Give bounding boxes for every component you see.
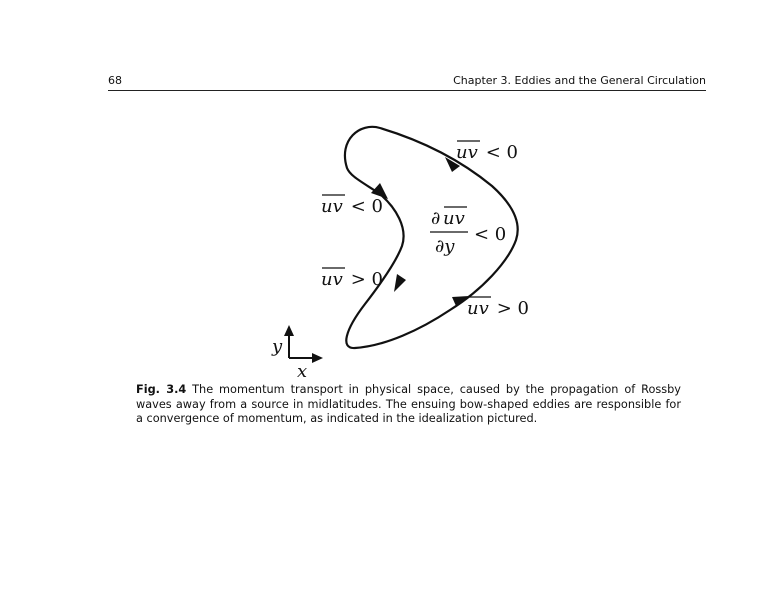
page-number: 68 bbox=[108, 74, 122, 87]
caption-figure-label: Fig. 3.4 bbox=[136, 383, 187, 396]
label-upper-left bbox=[321, 195, 383, 217]
arrowhead-lower-left bbox=[394, 274, 406, 292]
label-lower-right bbox=[467, 297, 529, 319]
caption-text: The momentum transport in physical space, caused by the propagation of Rossby waves away from a source in midlatitudes. The ensuing bow-shaped eddies are responsible for a convergence of momentum, as indicated in the idealization pictured. bbox=[136, 383, 681, 425]
label-upper-right bbox=[456, 141, 518, 163]
coordinate-axes bbox=[271, 325, 323, 382]
label-lower-right-uv: uv bbox=[467, 298, 489, 319]
x-axis-arrowhead bbox=[312, 353, 323, 363]
derivative-denominator: ∂y bbox=[435, 236, 455, 257]
label-center-derivative bbox=[430, 207, 506, 257]
derivative-numerator-partial: ∂ bbox=[431, 208, 441, 229]
label-lower-left bbox=[321, 268, 383, 290]
derivative-numerator-uv: uv bbox=[443, 208, 465, 229]
label-upper-left-uv: uv bbox=[321, 196, 343, 217]
y-axis-arrowhead bbox=[284, 325, 294, 336]
label-upper-left-relation: < 0 bbox=[345, 196, 383, 217]
label-lower-left-uv: uv bbox=[321, 269, 343, 290]
label-upper-right-relation: < 0 bbox=[480, 142, 518, 163]
x-axis-label: x bbox=[297, 361, 308, 382]
label-lower-right-relation: > 0 bbox=[491, 298, 529, 319]
label-upper-right-uv: uv bbox=[456, 142, 478, 163]
chapter-title: Chapter 3. Eddies and the General Circulation bbox=[453, 74, 706, 87]
label-lower-left-relation: > 0 bbox=[345, 269, 383, 290]
derivative-relation: < 0 bbox=[474, 224, 507, 245]
y-axis-label: y bbox=[272, 336, 283, 357]
figure-caption bbox=[136, 383, 681, 427]
